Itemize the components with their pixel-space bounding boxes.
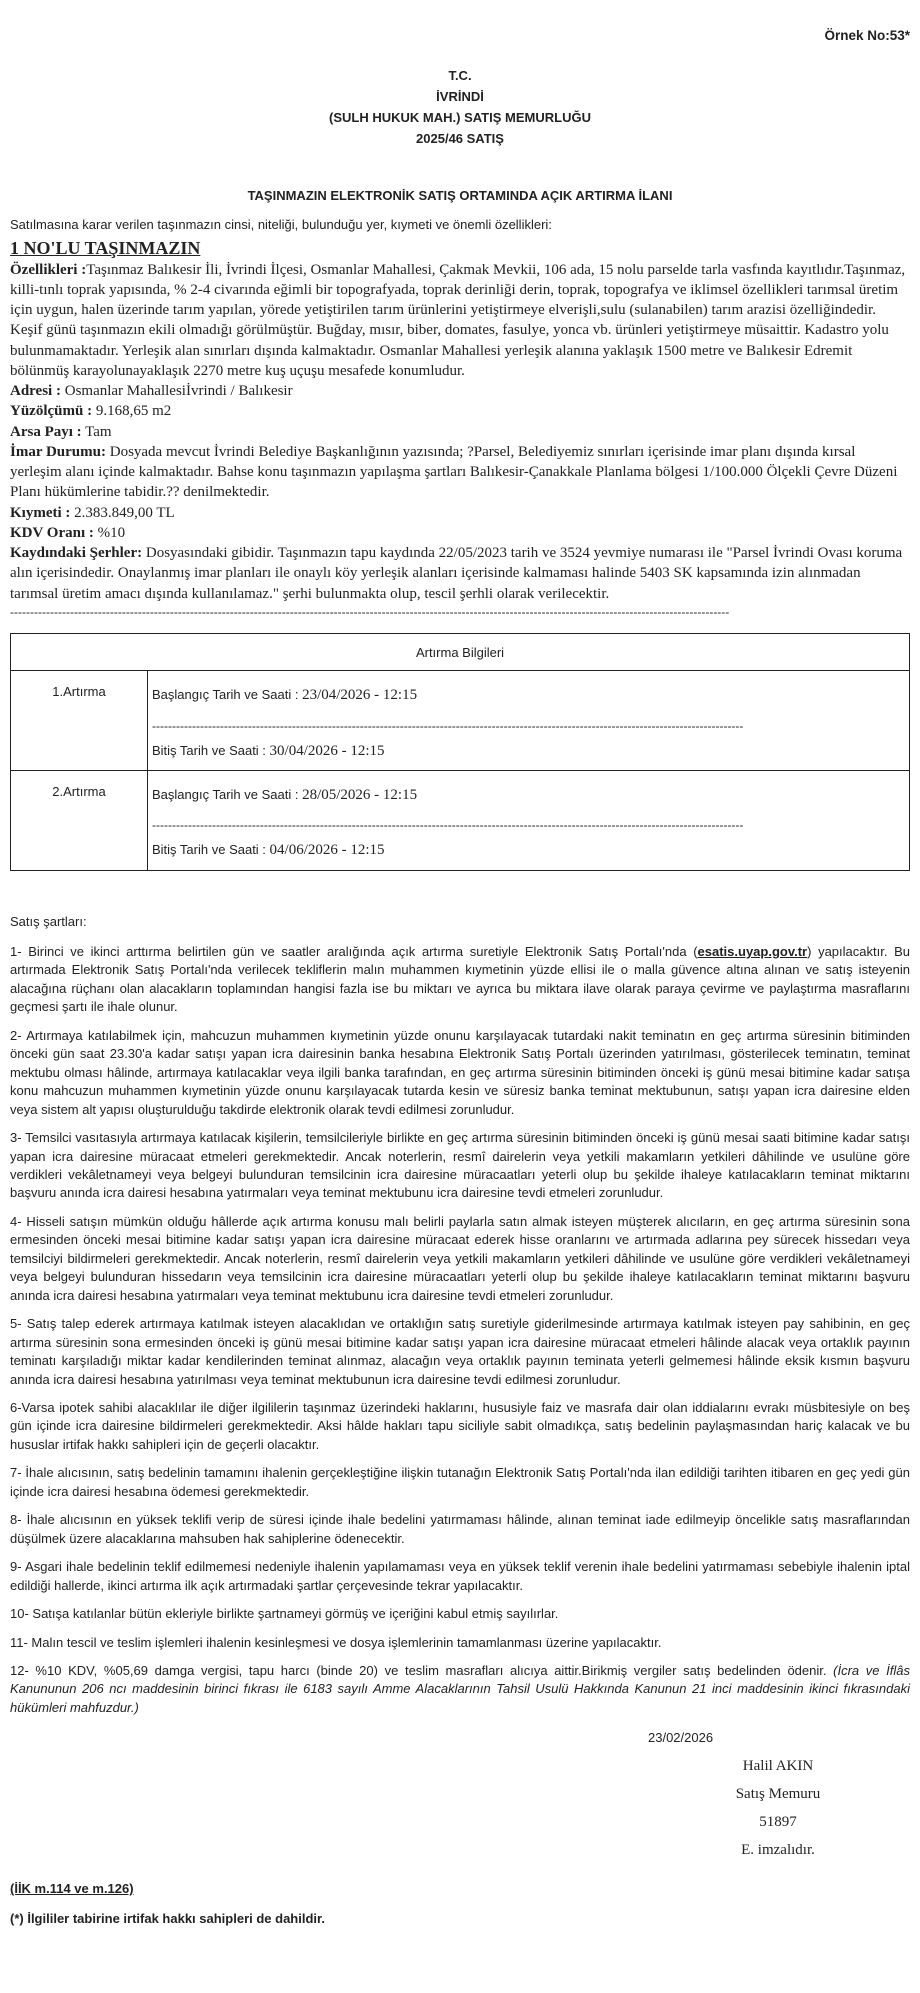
esatis-link[interactable]: esatis.uyap.gov.tr <box>697 944 808 960</box>
property-share <box>10 422 910 442</box>
condition-5: 5- Satış talep ederek artırmaya katılmak isteyen alacaklıdan ve ortaklığın satış suretiyle giderilmesinde artırmaya katılmak isteyen pay sahibinin, en geç artırma süresinin sona ermesinden önceki iş günü mesai bitimine kadar satışı yapan icra dairesine müracaat etmeleri hâlinde alacak veya ortaklık payının teminatı karşıladığı miktar kadar kendilerinden teminat alınmaz, alacağın veya ortaklık payının teminata yeterli gelmemesi hâlinde eksik kısmın başvuru anında icra dairesi hesabına yatırılması veya teminat mektubunun icra dairesine tevdi edilmesi zorunludur. <box>10 1316 910 1387</box>
end-date-line <box>152 741 903 762</box>
auction-table-title: Artırma Bilgileri <box>11 633 910 670</box>
value-label: Kıymeti : <box>10 504 71 521</box>
property-value <box>10 503 910 523</box>
auction-row-1 <box>11 671 910 771</box>
features-label: Özellikleri : <box>10 261 87 278</box>
conditions-title: Satış şartları: <box>10 913 87 929</box>
share-label: Arsa Payı : <box>10 423 82 440</box>
start-date-value: 28/05/2026 - 12:15 <box>302 786 418 803</box>
property-address <box>10 381 910 401</box>
officer-name: Halil AKIN <box>742 1757 814 1774</box>
property-vat <box>10 523 910 543</box>
section-separator: ------------------------------------------------------------------------------------------------------------------------------------------------------------------------------------ <box>10 604 730 619</box>
property-details <box>10 260 910 604</box>
address-label: Adresi : <box>10 383 61 400</box>
end-date-label: Bitiş Tarih ve Saati : <box>152 842 270 858</box>
header-office: (SULH HUKUK MAH.) SATIŞ MEMURLUĞU <box>329 110 591 126</box>
officer-number: 51897 <box>759 1813 797 1830</box>
area-text: 9.168,65 m2 <box>92 403 172 420</box>
start-date-value: 23/04/2026 - 12:15 <box>302 687 418 704</box>
row-separator: ---------------------------------------------------------------------------------------------------------------------------------------------------- <box>152 818 744 833</box>
value-text: 2.383.849,00 TL <box>70 504 175 521</box>
zoning-label: İmar Durumu: <box>10 443 106 460</box>
condition-11: 11- Malın tescil ve teslim işlemleri ihalenin kesinleşmesi ve dosya işlemlerinin tamamlanması üzerine yapılacaktır. <box>10 1634 662 1650</box>
start-date-line <box>152 785 903 806</box>
features-text: Taşınmaz Balıkesir İli, İvrindi İlçesi, Osmanlar Mahallesi, Çakmak Mevkii, 106 ada, 15 nolu parselde tarla vasfında kayıtlıdır.Taşınmaz, killi-tınlı toprak yapısında, % 2-4 civarında eğimli bir topografyada, toprak derinliği derin, toprak, topografya ve iklimsel özellikleri tarımsal üretim için uygun, halen üzerinde tarım yapılan, yörede yetiştirilen tarım ürünlerini yetiştirmeye elverişli,sulu (sulanabilen) tarım arazisi özelliğindedir. Keşif günü taşınmazın ekili olmadığı görülmüştür. Buğday, mısır, biber, domates, fasulye, yonca vb. ürünleri yetiştirmeye müsaittir. Kadastro yolu bulunmamaktadır. Yerleşik alan sınırları dışında kalmaktadır. Osmanlar Mahallesi yerleşik alanına yaklaşık 1500 metre ve Balıkesir Edremit bölünmüş karayolunayaklaşık 2270 metre kuş uçuşu mesafede konumludur. <box>10 261 906 379</box>
condition-1 <box>10 943 910 1017</box>
end-date-label: Bitiş Tarih ve Saati : <box>152 742 270 758</box>
condition-4: 4- Hisseli satışın mümkün olduğu hâllerde açık artırma konusu malı belirli paylarla satın almak isteyen müşterek alıcıların, en geç artırma süresinin sona ermesinden önceki mesai bitimine kadar satışı yapan icra dairesine müracaat ederek hisse oranlarını ve artırmada adlarına pey sürecek hissedarı veya temsilciyi bildirmeleri gerekmektedir. Ancak noterlerin, resmî dairelerin veya yetkili makamların yetkileri dâhilinde ve usulüne göre verdikleri vekâletnameyi veya belgeyi bulunduran hissedarın veya temsilcinin icra dairesine müracaatları yeterli olup bu şekilde ihaleye katılacakların teminat miktarını başvuru anında icra dairesi hesabına yatırmaları veya teminat mektubunu icra dairesine tevdi etmeleri zorunludur. <box>10 1213 910 1303</box>
address-text: Osmanlar Mahallesiİvrindi / Balıkesir <box>60 383 293 400</box>
zoning-text: Dosyada mevcut İvrindi Belediye Başkanlığının yazısında; ?Parsel, Belediyemiz sınırları içerisinde imar planı dışında kırsal yerleşim alanı içinde kalmaktadır. Bahse konu taşınmazın yapılaşma şartları Balıkesir-Çanakkale Planlama bölgesi 1/100.000 Ölçekli Çevre Düzeni Planı hükümlerine tabidir.?? denilmektedir. <box>10 443 898 501</box>
start-date-label: Başlangıç Tarih ve Saati : <box>152 687 303 703</box>
annotations-label: Kaydındaki Şerhler: <box>10 545 143 562</box>
e-signed-note: E. imzalıdır. <box>741 1841 815 1858</box>
property-annotations <box>10 543 910 604</box>
auction-row-dates <box>148 770 910 870</box>
condition-12-legal-note: (İcra ve İflâs Kanununun 206 ncı maddesinin birinci fıkrası ile 6183 sayılı Amme Alacaklarının Tahsil Usulü Hakkında Kanunun 21 inci maddesinin ikinci fıkrasındaki hükümleri mahfuzdur.) <box>10 1662 910 1715</box>
auction-row-dates <box>148 671 910 771</box>
condition-8: 8- İhale alıcısının en yüksek teklifi verip de süresi içinde ihale bedelini yatırmaması hâlinde, alınan teminat iade edilmeyip öncelikle satış masraflarından düşülmek üzere alacaklarına mahsuben hak sahiplerine ödenecektir. <box>10 1512 910 1546</box>
start-date-line <box>152 685 903 706</box>
property-features <box>10 260 910 382</box>
annotations-text: Dosyasındaki gibidir. Taşınmazın tapu kaydında 22/05/2023 tarih ve 3524 yevmiye numarası ile "Parsel İvrindi Ovası koruma alın içerisindedir. Onaylanmış imar planları ile onaylı köy yerleşik alanları içerisinde kalmaması halinde 5403 SK kapsamında izin alınmadan tarımsal üretim amacı dışında kullanılamaz." şerhi bulunmakta olup, tescil şerhli olarak verilecektir. <box>10 545 903 602</box>
header-tc: T.C. <box>448 68 472 84</box>
start-date-label: Başlangıç Tarih ve Saati : <box>152 786 303 802</box>
auction-row-label: 2.Artırma <box>11 770 148 870</box>
vat-text: %10 <box>93 524 126 541</box>
row-separator: ---------------------------------------------------------------------------------------------------------------------------------------------------- <box>152 718 744 733</box>
end-date-value: 04/06/2026 - 12:15 <box>269 842 385 859</box>
announcement-title: TAŞINMAZIN ELEKTRONİK SATIŞ ORTAMINDA AÇIK ARTIRMA İLANI <box>247 188 673 204</box>
auction-row-2 <box>11 770 910 870</box>
signature-block <box>668 1752 888 1864</box>
end-date-line <box>152 840 903 861</box>
sale-conditions <box>10 913 910 1718</box>
document-date: 23/02/2026 <box>648 1730 714 1746</box>
area-label: Yüzölçümü : <box>10 403 93 420</box>
officer-title: Satış Memuru <box>735 1785 821 1802</box>
auction-table <box>10 633 910 871</box>
condition-12 <box>10 1662 910 1717</box>
condition-12-text: 12- %10 KDV, %05,69 damga vergisi, tapu harcı (binde 20) ve teslim masrafları alıcıya aittir.Birikmiş vergiler satış bedelinden ödenir. <box>10 1662 834 1678</box>
header-ivrindi: İVRİNDİ <box>436 89 484 105</box>
legal-reference-text: (İİK m.114 ve m.126) <box>10 1880 134 1896</box>
condition-1-text-a: 1- Birinci ve ikinci arttırma belirtilen gün ve saatler aralığında açık artırma suretiyle Elektronik Satış Portalı'nda ( <box>10 944 698 960</box>
condition-2: 2- Artırmaya katılabilmek için, mahcuzun muhammen kıymetinin yüzde onunu karşılayacak tutardaki nakit teminatın en geç artırma süresinin bitiminden önceki gün saat 23.30'a kadar satışı yapan icra dairesinin banka hesabına Elektronik Satış Portalı üzerinden yatırılması, gösterilecek teminatın, teminat mektubu olması hâlinde, artırmaya katılacaklar veya ilgili banka tarafından, en geç artırma süresinin bitiminden önceki iş günü mesai bitimine kadar satışa konu mahcuzun muhammen kıymetinin yüzde onunu karşılayacak tutarda kesin ve süresiz banka teminat mektubunun, satışı yapan icra dairesine elden veya sistem alt yapısı oluşturulduğu takdirde elektronik olarak tevdi edilmesi zorunludur. <box>10 1027 910 1117</box>
ornek-no: Örnek No:53* <box>824 28 910 43</box>
property-area <box>10 401 910 421</box>
share-text: Tam <box>81 423 112 440</box>
condition-6: 6-Varsa ipotek sahibi alacaklılar ile diğer ilgililerin taşınmaz üzerindeki haklarını, hususiyle faiz ve masrafa dair olan iddialarını evrakı müsbitesiyle on beş gün içinde icra dairesine bildirmeleri gerekmektedir. Aksi hâlde hakları tapu siciliyle sabit olmadıkça, satış bedelinin paylaşmasından hariç kalacak ve bu hususlar irtifak hakkı sahipleri için de geçerli olacaktır. <box>10 1400 910 1452</box>
legal-reference <box>10 1880 910 1898</box>
property-zoning <box>10 442 910 503</box>
condition-9: 9- Asgari ihale bedelinin teklif edilmemesi nedeniyle ihalenin yapılamaması veya en yüksek teklif verenin ihale bedelini yatırmaması sebebiyle ihalenin iptal edildiği hallerde, ikinci artırma ilk açık artırmadaki şartlar çerçevesinde tekrar yapılacaktır. <box>10 1559 910 1593</box>
footnote-note: (*) İlgililer tabirine irtifak hakkı sahipleri de dahildir. <box>10 1911 325 1927</box>
property-heading: 1 NO'LU TAŞINMAZIN <box>10 238 201 259</box>
header-block <box>10 65 910 149</box>
auction-table-header-row <box>11 633 910 670</box>
condition-10: 10- Satışa katılanlar bütün ekleriyle birlikte şartnameyi görmüş ve içeriğini kabul etmiş sayılırlar. <box>10 1606 559 1622</box>
condition-1-text-b: ) yapılacaktır. Bu artırmada Elektronik Satış Portalı'nda verilecek tekliflerin malın muhammen kıymetinin yüzde ellisi ile o malla güvence altına alınan ve satış isteyenin alacağına rüçhanı olan alacakların toplamından hangisi fazla ise bu miktarı ve ayrıca bu miktara ilave olarak paraya çevirme ve paylaştırma masraflarını geçmesi şartı ile ihale olunur. <box>10 944 910 1015</box>
condition-7: 7- İhale alıcısının, satış bedelinin tamamını ihalenin gerçekleştiğine ilişkin tutanağın Elektronik Satış Portalı'nda ilan edildiği tarihten itibaren en geç yedi gün içinde icra dairesi hesabına ödemesi gerekmektedir. <box>10 1465 910 1499</box>
condition-3: 3- Temsilci vasıtasıyla artırmaya katılacak kişilerin, temsilcileriyle birlikte en geç artırma süresinin bitiminden önceki iş günü mesai saati bitimine kadar satışı yapan icra dairesine müracaat etmeleri gerekmektedir. Ancak noterlerin, resmî dairelerin veya yetkili makamların yetkileri dâhilinde ve usulüne göre verdikleri vekâletnameyi veya belgeyi bulunduran temsilcinin icra dairesine müracaatları yeterli olup bu şekilde ihaleye katılacakların teminat miktarını başvuru anında icra dairesi hesabına yatırmaları veya teminat mektubunu icra dairesine tevdi etmeleri zorunludur. <box>10 1130 910 1201</box>
vat-label: KDV Oranı : <box>10 524 94 541</box>
end-date-value: 30/04/2026 - 12:15 <box>269 742 385 759</box>
auction-row-label: 1.Artırma <box>11 671 148 771</box>
intro-text: Satılmasına karar verilen taşınmazın cinsi, niteliği, bulunduğu yer, kıymeti ve önemli özellikleri: <box>10 216 552 232</box>
header-file-no: 2025/46 SATIŞ <box>416 131 504 147</box>
